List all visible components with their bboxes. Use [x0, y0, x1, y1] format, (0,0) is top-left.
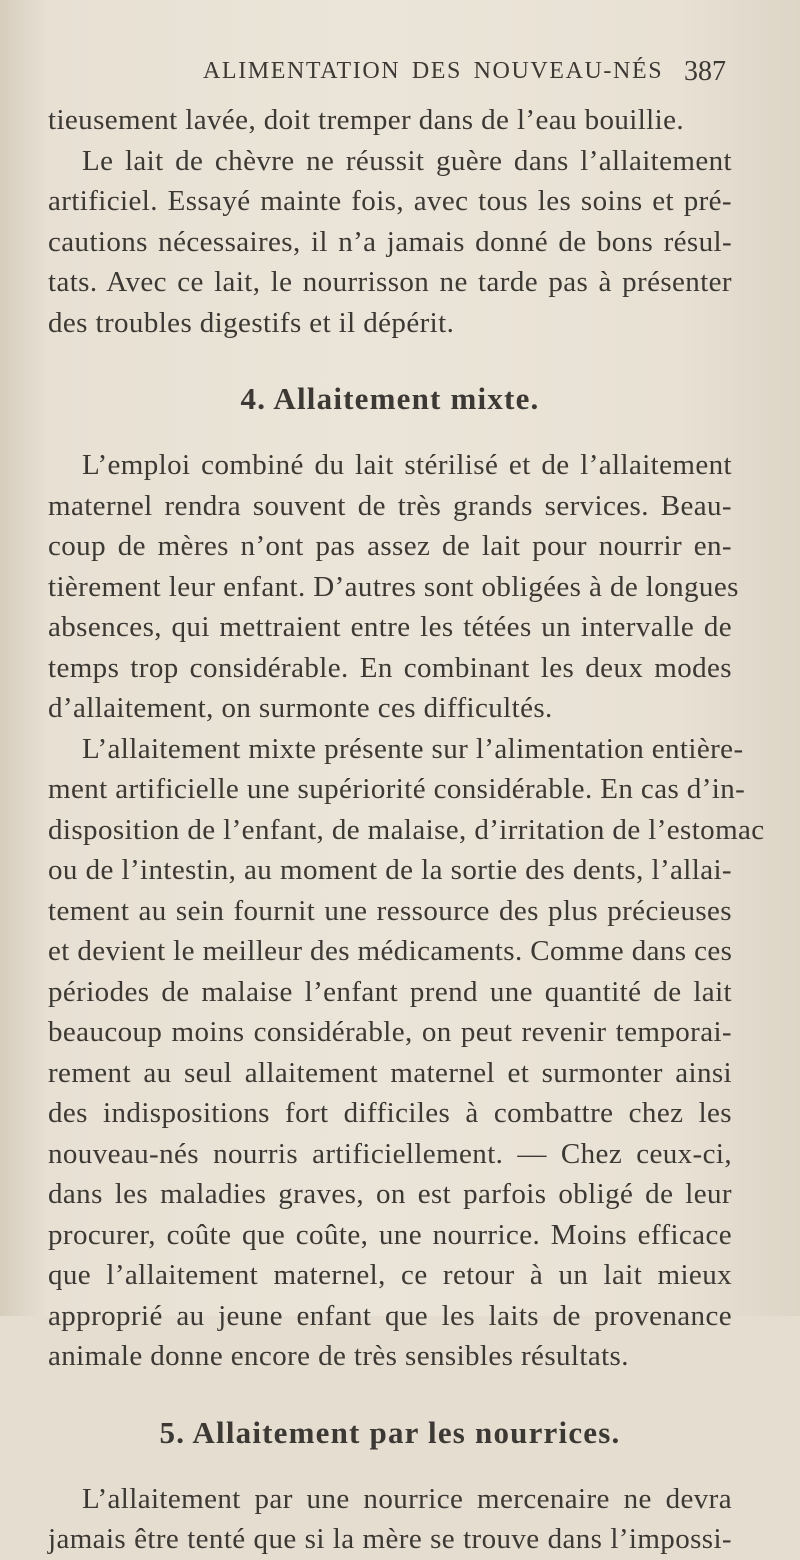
- text-line: tieusement lavée, doit tremper dans de l’eau bouillie.: [48, 104, 685, 136]
- text-line: disposition de l’enfant, de malaise, d’irritation de l’estomac: [48, 813, 765, 846]
- text-line: des indispositions fort difficiles à combattre chez les: [48, 1097, 732, 1129]
- paragraph-wet-nurses-1: [48, 1479, 732, 1560]
- paragraph-continuation: [48, 100, 732, 141]
- text-line: rement au seul allaitement maternel et surmonter ainsi: [48, 1056, 732, 1089]
- text-line: dans les maladies graves, on est parfois obligé de leur: [48, 1178, 732, 1210]
- section-heading-wet-nurses: 5. Allaitement par les nourrices.: [159, 1414, 621, 1450]
- paragraph-mixed-feeding-1: [48, 445, 739, 729]
- section-heading-mixed-feeding: 4. Allaitement mixte.: [240, 381, 540, 416]
- paragraph-goat-milk: [48, 141, 732, 344]
- text-line: ou de l’intestin, au moment de la sortie des dents, l’allai-: [48, 854, 732, 886]
- text-line: L’allaitement par une nourrice mercenaire ne devra: [82, 1482, 732, 1515]
- text-line: beaucoup moins considérable, on peut revenir temporai-: [48, 1016, 732, 1048]
- text-line: et devient le meilleur des médicaments. Comme dans ces: [48, 935, 733, 967]
- text-line: d’allaitement, on surmonte ces difficultés.: [48, 692, 553, 724]
- text-line: nouveau-nés nourris artificiellement. — Chez ceux-ci,: [48, 1137, 732, 1170]
- text-line: ment artificielle une supériorité considérable. En cas d’in-: [48, 773, 746, 805]
- text-line: L’allaitement mixte présente sur l’alimentation entière-: [82, 732, 744, 765]
- text-line: absences, qui mettraient entre les tétées un intervalle de: [48, 611, 732, 643]
- page-body: [48, 100, 765, 1560]
- text-line: périodes de malaise l’enfant prend une quantité de lait: [48, 975, 732, 1008]
- page-number: 387: [684, 56, 726, 87]
- text-line: artificiel. Essayé mainte fois, avec tous les soins et pré-: [48, 185, 732, 217]
- running-title: ALIMENTATION DES NOUVEAU-NÉS: [203, 58, 664, 84]
- running-header: [0, 50, 800, 90]
- paragraph-mixed-feeding-2: [48, 729, 765, 1377]
- text-line: coup de mères n’ont pas assez de lait pour nourrir en-: [48, 530, 732, 562]
- text-line: maternel rendra souvent de très grands services. Beau-: [48, 489, 732, 522]
- text-line: procurer, coûte que coûte, une nourrice. Moins efficace: [48, 1218, 732, 1251]
- text-line: temps trop considérable. En combinant les deux modes: [48, 651, 732, 684]
- text-line: jamais être tenté que si la mère se trouve dans l’impossi-: [48, 1523, 732, 1555]
- text-line: que l’allaitement maternel, ce retour à un lait mieux: [48, 1259, 732, 1291]
- text-line: animale donne encore de très sensibles résultats.: [48, 1340, 629, 1372]
- text-line: L’emploi combiné du lait stérilisé et de l’allaitement: [82, 449, 732, 481]
- text-line: tièrement leur enfant. D’autres sont obligées à de longues: [48, 570, 739, 603]
- text-line: approprié au jeune enfant que les laits de provenance: [48, 1299, 732, 1332]
- text-line: tement au sein fournit une ressource des plus précieuses: [48, 894, 732, 927]
- text-line: des troubles digestifs et il dépérit.: [48, 306, 455, 339]
- text-line: cautions nécessaires, il n’a jamais donné de bons résul-: [48, 225, 732, 258]
- text-line: Le lait de chèvre ne réussit guère dans l’allaitement: [82, 144, 732, 177]
- text-line: tats. Avec ce lait, le nourrisson ne tarde pas à présenter: [48, 266, 732, 298]
